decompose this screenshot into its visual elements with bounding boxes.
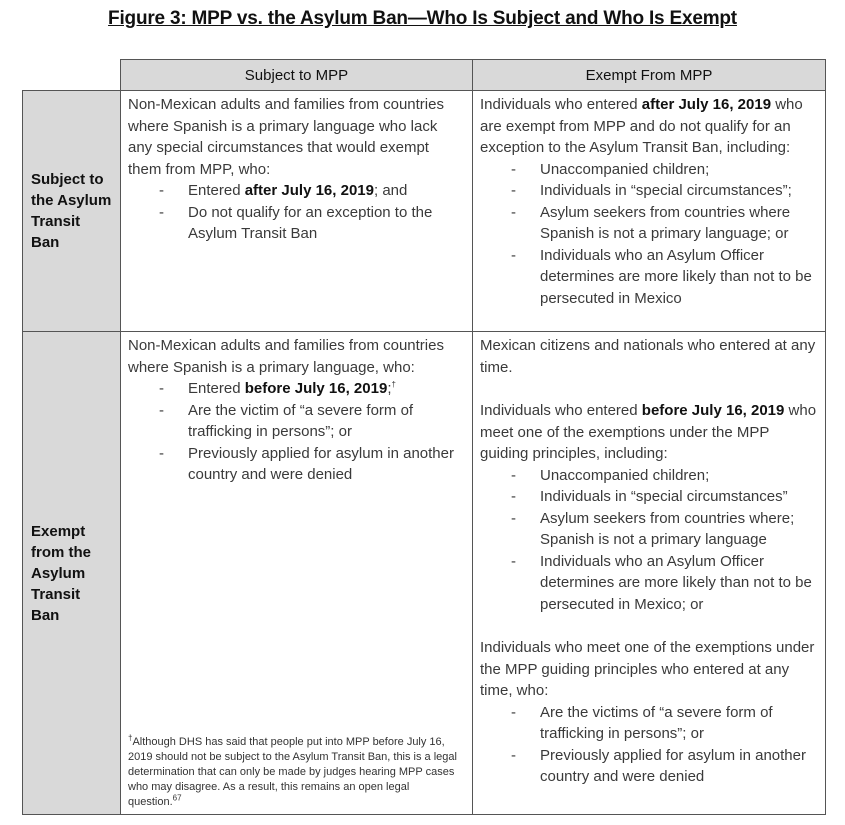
criteria-list	[480, 702, 818, 788]
endnote-reference: 67	[172, 793, 182, 803]
list-item: - Individuals who an Asylum Officer determines are more likely than not to be persecuted in Mexico; or	[540, 551, 818, 616]
list-item	[188, 378, 465, 400]
list-item: - Asylum seekers from countries where; Spanish is not a primary language	[540, 508, 818, 551]
cell-subject-mpp-exempt-ban	[121, 332, 473, 815]
date-emphasis: after July 16, 2019	[244, 182, 374, 199]
cell-exempt-mpp-exempt-ban	[473, 332, 826, 815]
figure-title: Figure 3: MPP vs. the Asylum Ban—Who Is Subject and Who Is Exempt	[108, 8, 737, 29]
cell-exempt-mpp-subject-ban	[473, 91, 826, 332]
list-item: - Previously applied for asylum in another country and were denied	[188, 443, 465, 486]
row-header-subject-ban: Subject to the Asylum Transit Ban	[23, 91, 121, 332]
list-item	[188, 180, 465, 202]
paragraph: Mexican citizens and nationals who entered at any time.	[480, 337, 816, 376]
row-subject-ban	[23, 91, 826, 332]
corner-cell	[23, 60, 121, 91]
text: Individuals who entered	[480, 96, 642, 113]
date-emphasis: before July 16, 2019	[641, 402, 785, 419]
list-item: - Previously applied for asylum in another country and were denied	[540, 745, 818, 788]
col-header-exempt-mpp: Exempt From MPP	[473, 60, 826, 91]
footnote-marker: †	[391, 380, 396, 389]
list-item: - Individuals in “special circumstances”;	[540, 180, 818, 202]
list-item: - Do not qualify for an exception to the Asylum Transit Ban	[188, 202, 465, 245]
text: who meet one of the exemptions under the MPP guiding principles, including:	[480, 402, 817, 462]
row-header-exempt-ban: Exempt from the Asylum Transit Ban	[23, 332, 121, 815]
text: ; and	[373, 182, 408, 199]
footnote	[128, 735, 460, 810]
list-item: - Unaccompanied children;	[540, 159, 818, 181]
cell-intro	[480, 94, 818, 159]
text: Entered	[188, 380, 245, 397]
criteria-list	[128, 378, 465, 486]
text: ;	[387, 380, 392, 397]
text: Individuals who entered	[480, 402, 642, 419]
spacer	[480, 378, 818, 400]
cell-subject-mpp-subject-ban	[121, 91, 473, 332]
criteria-list	[128, 180, 465, 245]
date-emphasis: after July 16, 2019	[641, 96, 772, 113]
footnote-text: Although DHS has said that people put into MPP before July 16, 2019 should not be subject to the Asylum Transit Ban, this is a legal determination that can only be made by judges hearing MPP cases who may disagree. As a result, this remains an open legal question.	[128, 736, 457, 808]
spacer	[480, 615, 818, 637]
list-item: - Are the victims of “a severe form of trafficking in persons”; or	[540, 702, 818, 745]
criteria-list	[480, 159, 818, 310]
date-emphasis: before July 16, 2019	[244, 380, 388, 397]
list-item: - Are the victim of “a severe form of trafficking in persons”; or	[188, 400, 465, 443]
list-item: - Individuals who an Asylum Officer determines are more likely than not to be persecuted in Mexico	[540, 245, 818, 310]
list-item: - Asylum seekers from countries where Spanish is not a primary language; or	[540, 202, 818, 245]
cell-intro: Non-Mexican adults and families from countries where Spanish is a primary language who lack any special circumstances that would exempt them from MPP, who:	[128, 96, 444, 178]
paragraph	[480, 400, 818, 465]
comparison-table	[22, 59, 826, 815]
list-item: - Unaccompanied children;	[540, 465, 818, 487]
cell-intro: Non-Mexican adults and families from countries where Spanish is a primary language, who:	[128, 337, 444, 376]
text: Entered	[188, 182, 245, 199]
criteria-list	[480, 465, 818, 616]
col-header-subject-mpp: Subject to MPP	[121, 60, 473, 91]
footnote-marker: †	[128, 733, 133, 743]
header-row	[23, 60, 826, 91]
paragraph: Individuals who meet one of the exemptions under the MPP guiding principles who entered at any time, who:	[480, 639, 815, 699]
text: who are exempt from MPP and do not qualify for an exception to the Asylum Transit Ban, including:	[480, 96, 803, 156]
list-item: - Individuals in “special circumstances”	[540, 486, 818, 508]
row-exempt-ban	[23, 332, 826, 815]
